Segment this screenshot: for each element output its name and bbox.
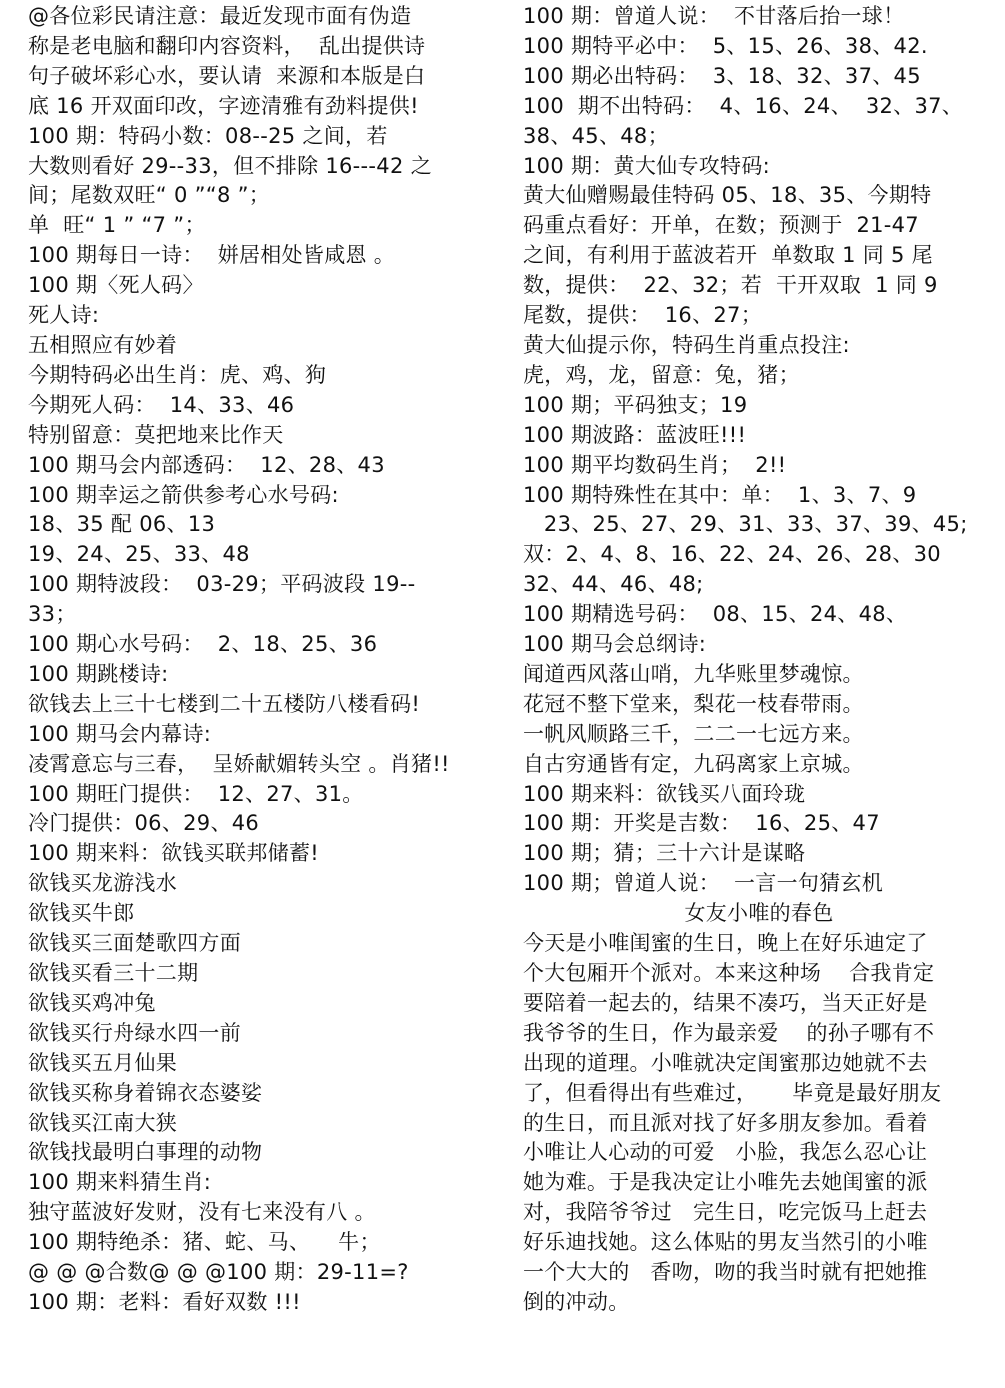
text-line: 今天是小唯闺蜜的生日，晚上在好乐迪定了 [523,931,928,956]
text-line: 33； [28,602,77,627]
text-line: 100 期波路：蓝波旺!!! [523,422,747,447]
text-line: 自古穷通皆有定，九码离家上京城。 [523,751,864,776]
text-line: 个大包厢开个派对。本来这种场 合我肯定 [523,961,935,985]
text-line: 100 期来料猜生肖: [28,1170,212,1195]
text-line: 独守蓝波好发财，没有七来没有八 。 [28,1200,376,1225]
text-line: 100 期马会内幕诗: [28,721,212,746]
text-line: @ @ @合数@ @ @100 期：29-11=? [28,1260,409,1285]
text-line: 100 期来料：欲钱买联邦储蓄! [28,841,319,866]
text-line: 100 期马会总纲诗: [523,632,707,657]
text-line: 欲钱去上三十七楼到二十五楼防八楼看码! [28,691,421,716]
text-line: 小唯让人心动的可爱 小脸，我怎么忍心让 [523,1140,928,1165]
text-line: 100 期特波段： 03-29；平码波段 19-- [28,572,416,597]
text-line: 100 期特平必中： 5、15、26、38、42. [523,33,928,58]
text-line: 38、45、48； [523,123,669,148]
text-line: 五相照应有妙着 [28,332,178,357]
text-line: 100 期跳楼诗: [28,661,169,686]
text-line: 100 期：老料：看好双数 !!! [28,1289,301,1314]
text-line: 100 期〈死人码〉 [28,273,204,298]
text-line: 花冠不整下堂来，梨花一枝春带雨。 [523,691,864,716]
left-column [28,2,498,1318]
text-line: 的生日，而且派对找了好多朋友参加。看着 [523,1110,928,1135]
text-line: 冷门提供：06、29、46 [28,811,260,836]
text-line: 底 16 开双面印改，字迹清雅有劲料提供! [28,93,419,118]
text-line: 欲钱买行舟绿水四一前 [28,1020,241,1045]
text-line: 虎，鸡，龙，留意：兔，猪； [523,362,800,387]
text-line: 数，提供： 22、32；若 干开双取 1 同 9 [523,273,938,298]
text-line: 100 期必出特码： 3、18、32、37、45 [523,63,921,88]
text-line: 了，但看得出有些难过， 毕竟是最好朋友 [523,1080,942,1105]
text-line: 间；尾数双旺“ 0 ”“8 ”； [28,183,271,208]
text-line: 尾数，提供： 16、27； [523,303,762,328]
text-line: 100 期；曾道人说： 一言一句猜玄机 [523,871,884,896]
column-gutter [511,0,512,1388]
text-line: 闻道西风落山哨，九华账里梦魂惊。 [523,661,864,686]
text-line: 今期死人码： 14、33、46 [28,392,295,417]
text-line: 出现的道理。小唯就决定闺蜜那边她就不去 [523,1050,928,1075]
text-line: 100 期每日一诗： 姘居相处皆咸恩 。 [28,243,396,268]
text-line: 单 旺“ 1 ” “7 ”； [28,213,206,238]
text-line: 欲钱买三面楚歌四方面 [28,931,241,956]
text-line: 100 期不出特码： 4、16、24、 32、37、 [523,93,964,118]
text-line: 大数则看好 29--33，但不排除 16---42 之 [28,153,432,178]
text-line: @各位彩民请注意：最近发现市面有伪造 [28,4,412,28]
text-line: 欲钱买江南大狭 [28,1110,178,1135]
text-line: 19、24、25、33、48 [28,542,250,567]
text-line: 100 期平均数码生肖； 2!! [523,452,787,477]
text-line: 100 期来料：欲钱买八面玲珑 [523,781,806,806]
text-line: 100 期马会内部透码： 12、28、43 [28,452,385,477]
text-line: 32、44、46、48; [523,572,704,597]
text-line: 100 期；猜；三十六计是谋略 [523,841,806,866]
right-lines [523,2,995,899]
text-line: 之间，有利用于蓝波若开 单数取 1 同 5 尾 [523,243,933,268]
text-line: 100 期；平码独支；19 [523,392,748,417]
text-line: 欲钱买鸡冲兔 [28,990,156,1015]
text-line: 死人诗: [28,303,100,328]
story-title: 女友小唯的春色 [684,901,834,926]
text-line: 18、35 配 06、13 [28,512,216,537]
text-line: 欲钱买牛郎 [28,901,135,926]
text-line: 100 期精选号码： 08、15、24、48、 [523,602,908,627]
text-line: 100 期：特码小数：08--25 之间，若 [28,123,388,148]
text-line: 码重点看好：开单，在数；预测于 21-47 [523,213,919,238]
text-line: 欲钱买龙游浅水 [28,871,178,896]
text-line: 她为难。于是我决定让小唯先去她闺蜜的派 [523,1170,928,1195]
text-line: 句子破坏彩心水，要认请 来源和本版是白 [28,63,426,88]
text-line: 100 期特绝杀：猪、蛇、马、 牛； [28,1230,381,1255]
text-line: 欲钱买称身着锦衣态婆娑 [28,1080,263,1105]
text-line: 凌霄意忘与三春， 呈娇献媚转头空 。肖猪!! [28,751,450,776]
text-line: 100 期特殊性在其中：单： 1、3、7、9 [523,482,917,507]
text-line: 100 期旺门提供： 12、27、31。 [28,781,364,806]
right-column [523,2,995,1318]
text-line: 欲钱找最明白事理的动物 [28,1140,263,1165]
text-line: 对，我陪爷爷过 完生日，吃完饭马上赶去 [523,1200,928,1225]
text-line: 100 期幸运之箭供参考心水号码: [28,482,339,507]
text-line: 23、25、27、29、31、33、37、39、45; [523,512,968,537]
text-line: 100 期心水号码： 2、18、25、36 [28,632,378,657]
text-line: 欲钱买五月仙果 [28,1050,178,1075]
text-line: 100 期：曾道人说： 不甘落后抬一球！ [523,4,905,28]
text-line: 今期特码必出生肖：虎、鸡、狗 [28,362,327,387]
text-line: 100 期：开奖是吉数： 16、25、47 [523,811,880,836]
text-line: 黄大仙提示你，特码生肖重点投注: [523,332,850,357]
text-line: 一帆风顺路三千，二二一七远方来。 [523,721,864,746]
text-line: 100 期：黄大仙专攻特码: [523,153,771,178]
text-line: 一个大大的 香吻，吻的我当时就有把她推 [523,1260,928,1285]
text-line: 特别留意：莫把地来比作天 [28,422,284,447]
text-line: 欲钱买看三十二期 [28,961,199,985]
text-line: 称是老电脑和翻印内容资料， 乱出提供诗 [28,33,426,58]
text-line: 黄大仙赠赐最佳特码 05、18、35、今期特 [523,183,932,208]
text-line: 好乐迪找她。这么体贴的男友当然引的小唯 [523,1230,928,1255]
text-line: 倒的冲动。 [523,1289,630,1314]
text-line: 双：2、4、8、16、22、24、26、28、30 [523,542,941,567]
text-line: 我爷爷的生日，作为最亲爱 的孙子哪有不 [523,1020,935,1045]
text-line: 要陪着一起去的，结果不凑巧，当天正好是 [523,990,928,1015]
story-body [523,929,995,1318]
